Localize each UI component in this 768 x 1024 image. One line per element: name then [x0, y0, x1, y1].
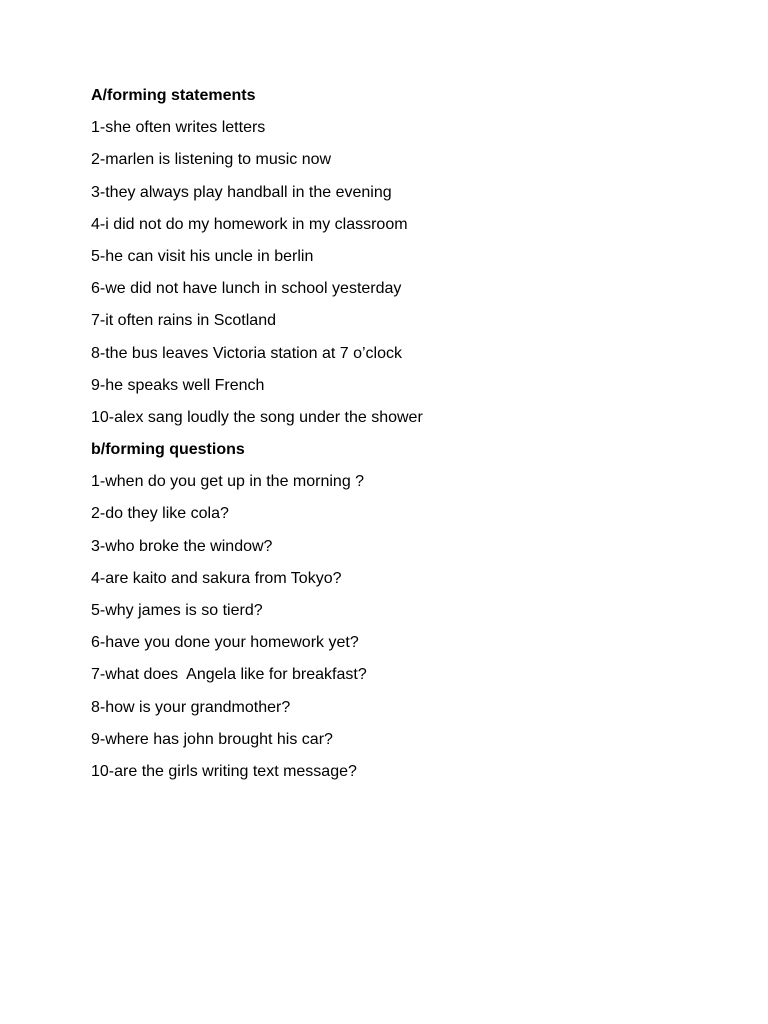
statement-item: 5-he can visit his uncle in berlin: [91, 247, 314, 265]
question-item: 4-are kaito and sakura from Tokyo?: [91, 569, 342, 587]
question-item: 2-do they like cola?: [91, 505, 229, 523]
question-item: 9-where has john brought his car?: [91, 730, 333, 748]
section-a-heading: A/forming statements: [91, 87, 256, 104]
statement-item: 1-she often writes letters: [91, 119, 266, 137]
statement-item: 4-i did not do my homework in my classroom: [91, 215, 408, 233]
document-page: [91, 84, 731, 792]
statement-item: 7-it often rains in Scotland: [91, 312, 276, 330]
question-item: 1-when do you get up in the morning ?: [91, 473, 365, 491]
statement-item: 8-the bus leaves Victoria station at 7 o’clock: [91, 344, 402, 362]
section-b-heading: b/forming questions: [91, 441, 245, 459]
statement-item: 2-marlen is listening to music now: [91, 151, 332, 169]
question-item: 10-are the girls writing text message?: [91, 762, 357, 780]
statement-item: 6-we did not have lunch in school yesterday: [91, 280, 402, 298]
statement-item: 10-alex sang loudly the song under the shower: [91, 408, 423, 426]
question-item: 3-who broke the window?: [91, 537, 273, 555]
question-item: 8-how is your grandmother?: [91, 698, 291, 716]
question-item: 7-what does Angela like for breakfast?: [91, 666, 367, 684]
question-item: 5-why james is so tierd?: [91, 602, 263, 619]
question-item: 6-have you done your homework yet?: [91, 634, 359, 652]
statement-item: 9-he speaks well French: [91, 376, 265, 394]
statement-item: 3-they always play handball in the evening: [91, 183, 392, 201]
